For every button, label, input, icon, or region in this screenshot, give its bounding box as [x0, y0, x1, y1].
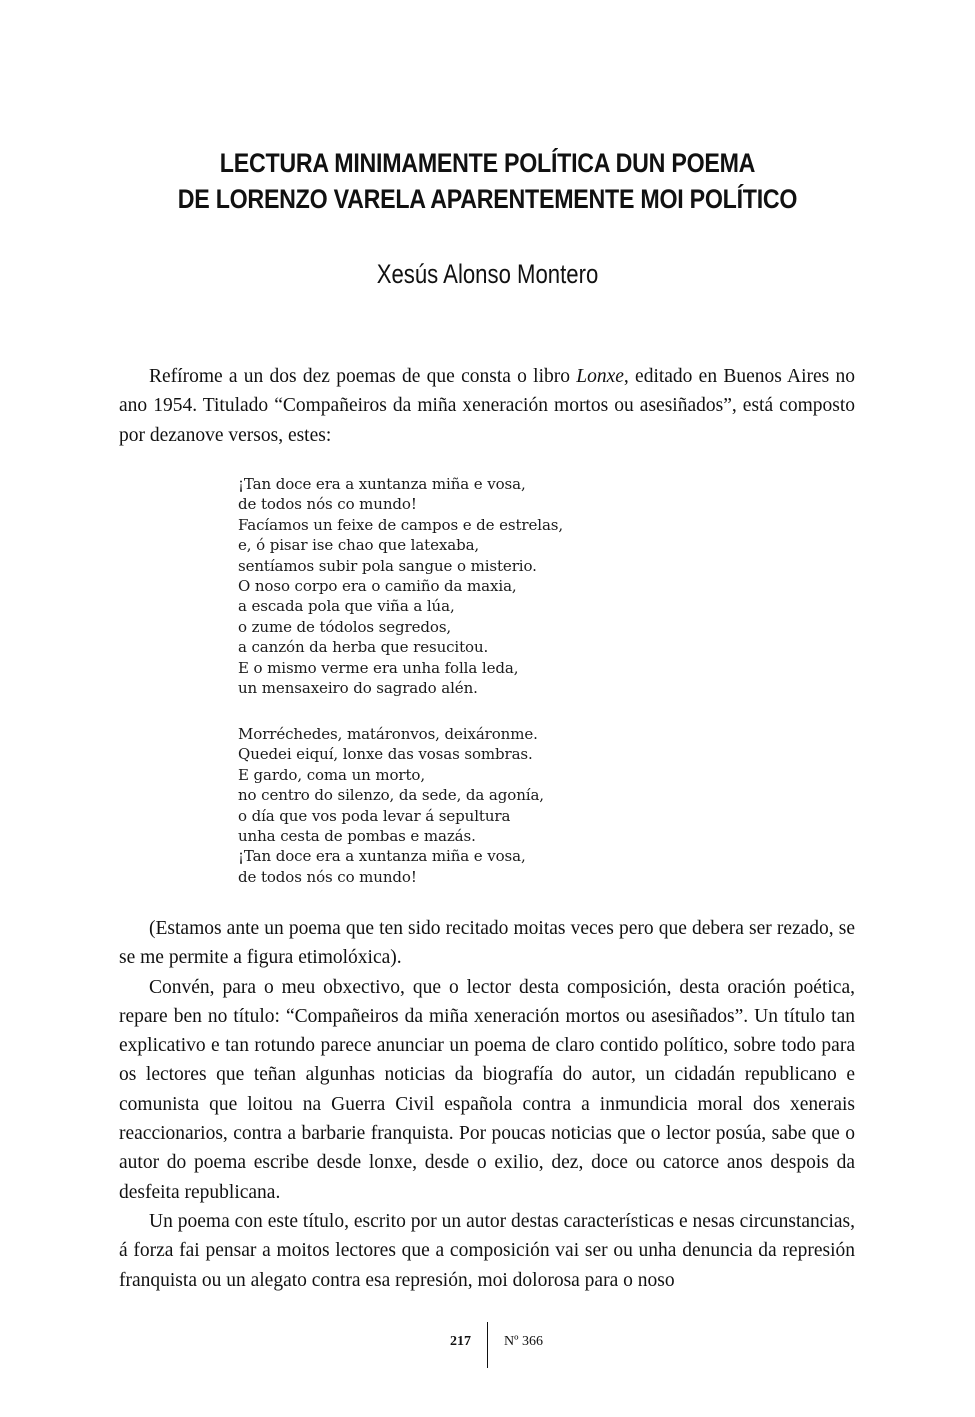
poem-line: o zume de tódolos segredos, [238, 617, 452, 636]
body-section [119, 914, 855, 1295]
poem-line: no centro do silenzo, da sede, da agonía, [238, 786, 544, 805]
intro-paragraph [119, 362, 855, 450]
poem-line: unha cesta de pombas e mazás. [238, 827, 476, 846]
intro-text-end: , editado en Buenos Aires no ano 1954. Titulado “Compañeiros da miña xeneración mortos ou asesiñados”, está composto por dezanove versos, estes: [119, 366, 856, 446]
article-title-line-1: LECTURA MINIMAMENTE POLÍTICA DUN POEMA [219, 148, 756, 178]
poem-line: E gardo, coma un morto, [238, 765, 426, 784]
book-title: Lonxe [576, 366, 624, 387]
poem-line: Quedei eiquí, lonxe das vosas sombras. [238, 745, 533, 764]
poem-line: de todos nós co mundo! [238, 867, 417, 886]
body-paragraph-3: Un poema con este título, escrito por un autor destas características e nesas circunstancias, á forza fai pensar a moitos lectores que a composición vai ser ou unha denuncia da represión franquista ou un alegato contra esa represión, moi dolorosa para o noso [119, 1210, 855, 1291]
issue-number: Nº 366 [504, 1334, 543, 1349]
poem-line: a canzón da herba que resucitou. [238, 638, 489, 657]
poem-stanza-1 [238, 474, 563, 698]
intro-section [119, 362, 855, 450]
poem-line: sentíamos subir pola sangue o misterio. [238, 556, 537, 575]
poem-line: O noso corpo era o camiño da maxia, [238, 577, 517, 596]
poem-line: e, ó pisar ise chao que latexaba, [238, 536, 480, 555]
poem-line: de todos nós co mundo! [238, 495, 417, 514]
intro-text-start: Refírome a un dos dez poemas de que consta o libro [149, 366, 577, 387]
poem-line: un mensaxeiro do sagrado alén. [238, 679, 478, 698]
page-number: 217 [450, 1334, 471, 1349]
body-paragraph-2: Convén, para o meu obxectivo, que o lector desta composición, desta oración poética, repare ben no título: “Compañeiros da miña xeneración mortos ou asesiñados”. Un título tan explicativo e tan rotundo parece anunciar un poema de claro contido político, sobre todo para os lectores que teñan algunhas noticias da biografía do autor, un cidadán republicano e comunista que loitou na Guerra Civil española contra a inmundicia moral dos xenerais reaccionarios, contra a barbarie franquista. Por poucas noticias que o lector posúa, sabe que o autor do poema escribe desde lonxe, desde o exilio, dez, doce ou catorce anos despois da desfeita republicana. [119, 976, 855, 1203]
poem-line: ¡Tan doce era a xuntanza miña e vosa, [238, 847, 526, 866]
poem-line: Facíamos un feixe de campos e de estrelas, [238, 515, 564, 534]
poem-stanza-2 [238, 724, 544, 887]
poem-line: E o mismo verme era unha folla leda, [238, 658, 519, 677]
article-title-line-2: DE LORENZO VARELA APARENTEMENTE MOI POLÍTICO [177, 184, 798, 214]
poem-line: Morréchedes, matáronvos, deixáronme. [238, 725, 538, 743]
poem-line: a escada pola que viña a lúa, [238, 597, 455, 616]
article-author: Xesús Alonso Montero [376, 259, 599, 289]
poem-line: o día que vos poda levar á sepultura [238, 806, 511, 825]
body-paragraph-1: (Estamos ante un poema que ten sido recitado moitas veces pero que debera ser rezado, se se me permite a figura etimolóxica). [119, 918, 855, 969]
poem-line: ¡Tan doce era a xuntanza miña e vosa, [238, 475, 526, 493]
footer-divider [487, 1322, 488, 1368]
